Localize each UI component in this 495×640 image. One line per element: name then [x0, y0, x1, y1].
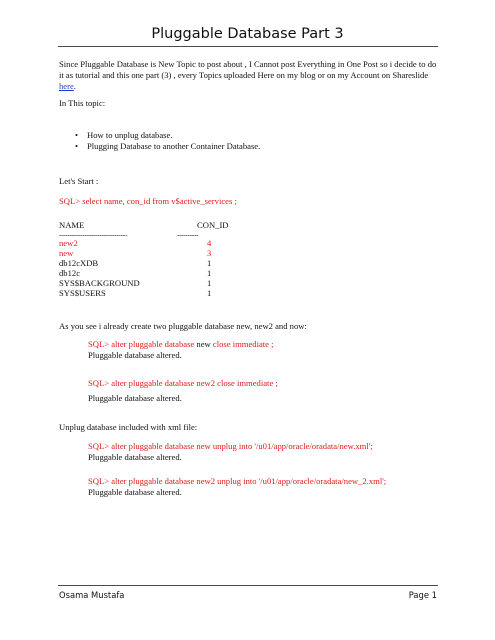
intro-paragraph [59, 59, 439, 92]
row-con-id: 3 [207, 248, 212, 258]
row-con-id: 4 [207, 238, 212, 248]
title-divider [58, 46, 438, 47]
topic-list-item: • How to unplug database. [75, 130, 260, 141]
row-con-id: 1 [207, 288, 212, 298]
row-name: SYS$USERS [59, 288, 106, 298]
unplug-heading: Unplug database included with xml file: [59, 422, 198, 432]
topic-heading: In This topic: [59, 98, 106, 108]
close-new2-block [88, 378, 278, 404]
footer-page-number: Page 1 [408, 590, 437, 600]
sql-query: SQL> select name, con_id from v$active_services ; [59, 196, 237, 206]
sql-command-db: new [196, 339, 211, 349]
sql-command: SQL> alter pluggable database new unplug into '/u01/app/oracle/oradata/new.xml'; [88, 441, 373, 451]
sql-result: Pluggable database altered. [88, 487, 182, 497]
intro-end: . [73, 81, 76, 91]
footer-author: Osama Mustafa [59, 590, 125, 600]
sql-command [88, 339, 274, 350]
close-new-block [88, 339, 274, 361]
header-con-id: CON_ID [197, 220, 229, 230]
topic-list-item: • Plugging Database to another Container Database. [75, 141, 260, 152]
row-name: new2 [59, 238, 78, 248]
row-name: db12cXDB [59, 258, 99, 268]
here-link[interactable]: here [59, 81, 74, 91]
row-con-id: 1 [207, 258, 212, 268]
row-name: db12c [59, 268, 81, 278]
lets-start-label: Let's Start : [59, 176, 99, 186]
footer-divider [58, 585, 438, 586]
sql-command-part: SQL> alter pluggable database [88, 339, 197, 349]
sql-result: Pluggable database altered. [88, 350, 182, 360]
page-title: Pluggable Database Part 3 [151, 26, 344, 42]
sql-result: Pluggable database altered. [88, 452, 182, 462]
sql-result: Pluggable database altered. [88, 393, 182, 403]
unplug-new2-block [88, 476, 386, 498]
unplug-new-block [88, 441, 373, 463]
sql-command-part: close immediate ; [210, 339, 274, 349]
sql-command: SQL> alter pluggable database new2 unplug into '/u01/app/oracle/oradata/new_2.xml'; [88, 476, 387, 486]
topic-list [75, 130, 260, 152]
header-name: NAME [59, 220, 85, 230]
separator-name: -------------------------------- [59, 231, 128, 239]
intro-text: Since Pluggable Database is New Topic to post about , I Cannot post Everything in One Post so i decide to do it as tutorial and this one part (3) , every Topics uploaded Here on my blog or on my Account on Shareslide [59, 59, 437, 80]
row-con-id: 1 [207, 278, 212, 288]
row-name: SYS$BACKGROUND [59, 278, 140, 288]
row-name: new [59, 248, 74, 258]
row-con-id: 1 [207, 268, 212, 278]
separator-con-id: ---------- [177, 231, 199, 239]
pluggable-note: As you see i already create two pluggable database new, new2 and now: [59, 321, 307, 331]
sql-command: SQL> alter pluggable database new2 close immediate ; [88, 378, 278, 388]
